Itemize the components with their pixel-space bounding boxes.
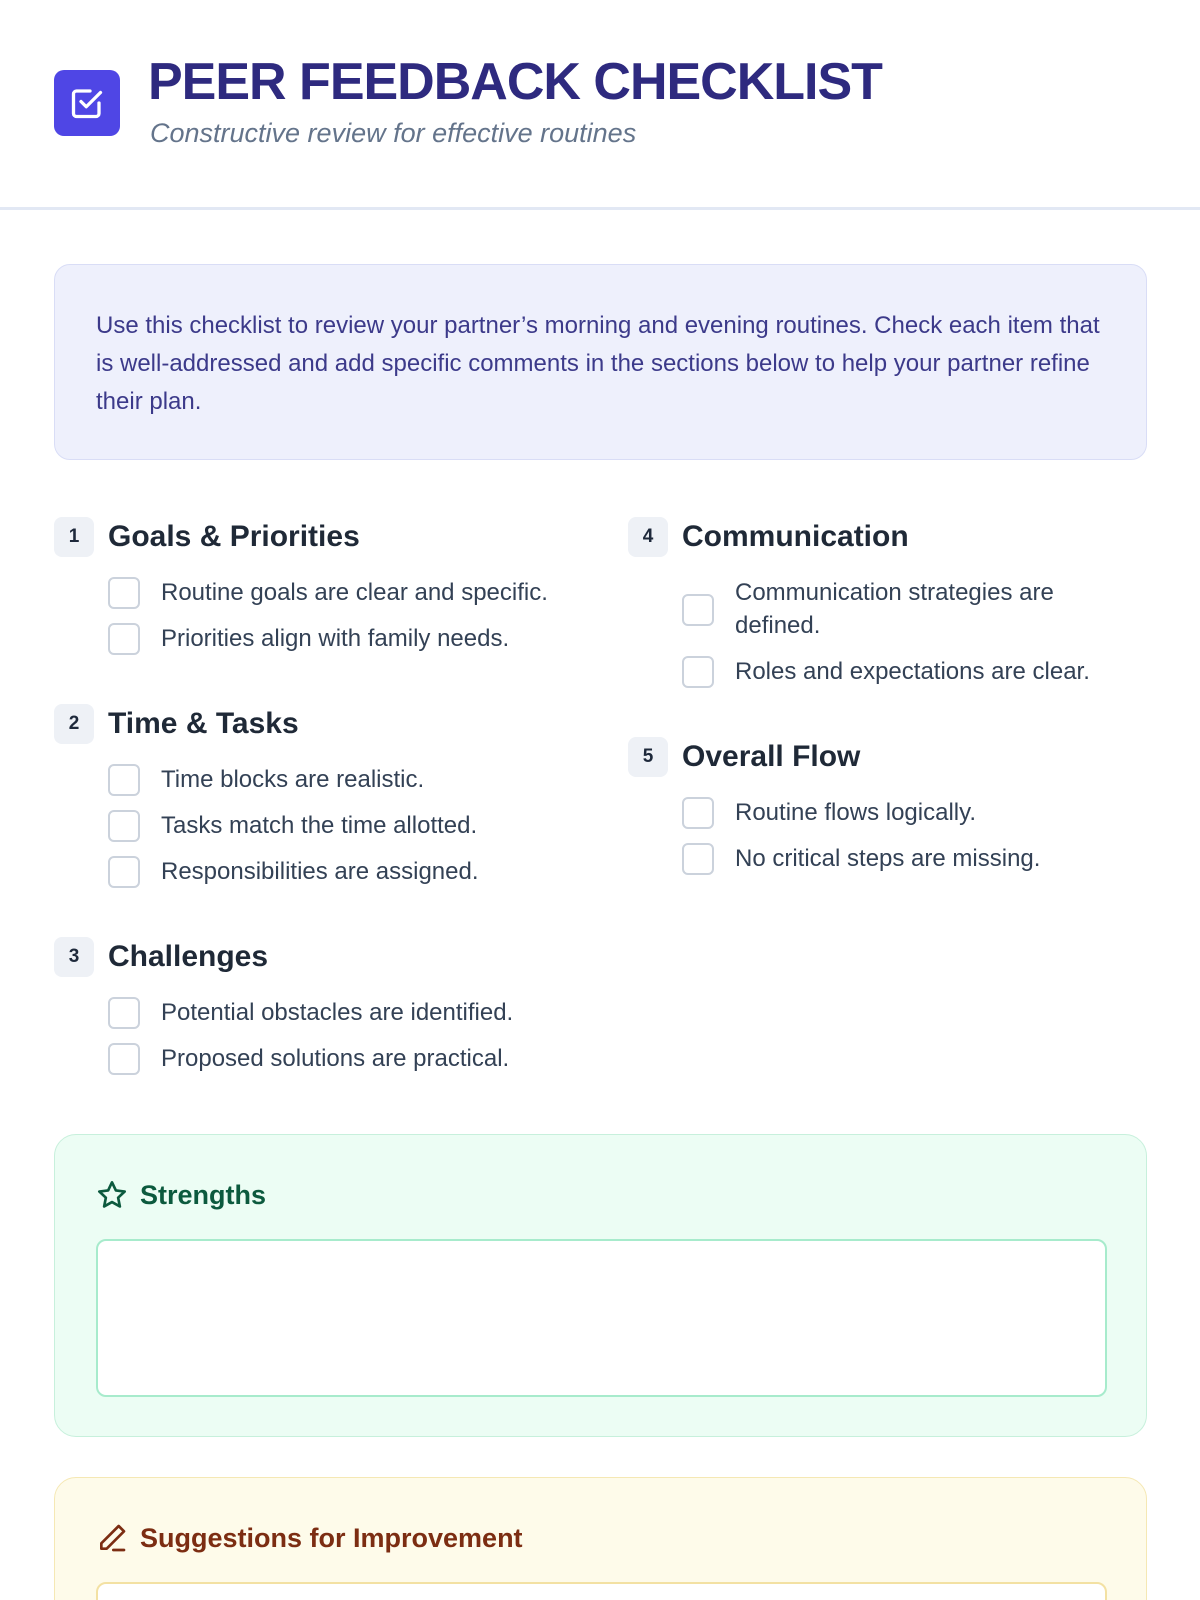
pencil-icon [96, 1522, 128, 1554]
section-time-tasks [54, 704, 594, 902]
logo [54, 70, 120, 136]
page-title: PEER FEEDBACK CHECKLIST [148, 53, 882, 111]
checkbox[interactable] [682, 843, 714, 875]
checklist-item [108, 577, 594, 609]
strengths-title: Strengths [140, 1179, 267, 1210]
checklist-item [108, 997, 594, 1029]
checkbox-check-icon [69, 85, 105, 121]
checklist-item-label: Routine goals are clear and specific. [161, 579, 548, 606]
checklist-item-label: Potential obstacles are identified. [161, 999, 514, 1026]
intro-box [54, 264, 1147, 460]
checklist-item-label: Tasks match the time allotted. [161, 812, 478, 839]
section-title: Time & Tasks [108, 707, 299, 740]
checklist-item [108, 764, 594, 796]
checkbox[interactable] [108, 577, 140, 609]
section-communication [628, 517, 1168, 702]
checklist-item [682, 843, 1168, 875]
checklist-item-label: Priorities align with family needs. [161, 625, 510, 652]
checkbox[interactable] [108, 810, 140, 842]
checkbox[interactable] [108, 856, 140, 888]
intro-text: Use this checklist to review your partner’s morning and evening routines. Check each item that is well-addressed and add specific comments in the sections below to help your partner refine their plan. [96, 312, 1100, 415]
section-challenges [54, 937, 594, 1089]
section-number: 1 [54, 517, 94, 557]
section-number: 2 [54, 704, 94, 744]
suggestions-title: Suggestions for Improvement [140, 1522, 523, 1553]
checkbox[interactable] [682, 656, 714, 688]
checklist-item-label: No critical steps are missing. [735, 845, 1041, 872]
section-overall-flow [628, 737, 1168, 889]
checklist-item-label: Communication strategies are defined. [735, 579, 1054, 639]
checklist-item-label: Roles and expectations are clear. [735, 658, 1090, 685]
checklist-item [108, 810, 594, 842]
star-icon [96, 1179, 128, 1211]
strengths-panel [54, 1134, 1147, 1437]
page-header [0, 0, 1200, 210]
checklist-item [108, 1043, 594, 1075]
checklist-item [682, 797, 1168, 829]
checklist-item [682, 656, 1168, 688]
section-title: Communication [682, 520, 909, 553]
checkbox[interactable] [108, 623, 140, 655]
section-number: 3 [54, 937, 94, 977]
checklist-item [108, 856, 594, 888]
section-title: Goals & Priorities [108, 520, 360, 553]
checkbox[interactable] [108, 764, 140, 796]
checklist-item-label: Proposed solutions are practical. [161, 1045, 510, 1072]
section-goals-priorities [54, 517, 594, 669]
section-title: Challenges [108, 940, 269, 973]
section-number: 5 [628, 737, 668, 777]
checkbox[interactable] [108, 997, 140, 1029]
checklist-item [108, 623, 594, 655]
strengths-input[interactable] [96, 1239, 1107, 1397]
checklist-item-label: Time blocks are realistic. [161, 766, 425, 793]
suggestions-input[interactable] [96, 1582, 1107, 1600]
checkbox[interactable] [108, 1043, 140, 1075]
checkbox[interactable] [682, 594, 714, 626]
checklist-item-label: Routine flows logically. [735, 799, 976, 826]
page-subtitle: Constructive review for effective routines [150, 118, 637, 148]
checkbox[interactable] [682, 797, 714, 829]
checklist-item [682, 577, 1168, 642]
checklist-item-label: Responsibilities are assigned. [161, 858, 479, 885]
section-number: 4 [628, 517, 668, 557]
suggestions-panel [54, 1477, 1147, 1600]
section-title: Overall Flow [682, 740, 861, 773]
